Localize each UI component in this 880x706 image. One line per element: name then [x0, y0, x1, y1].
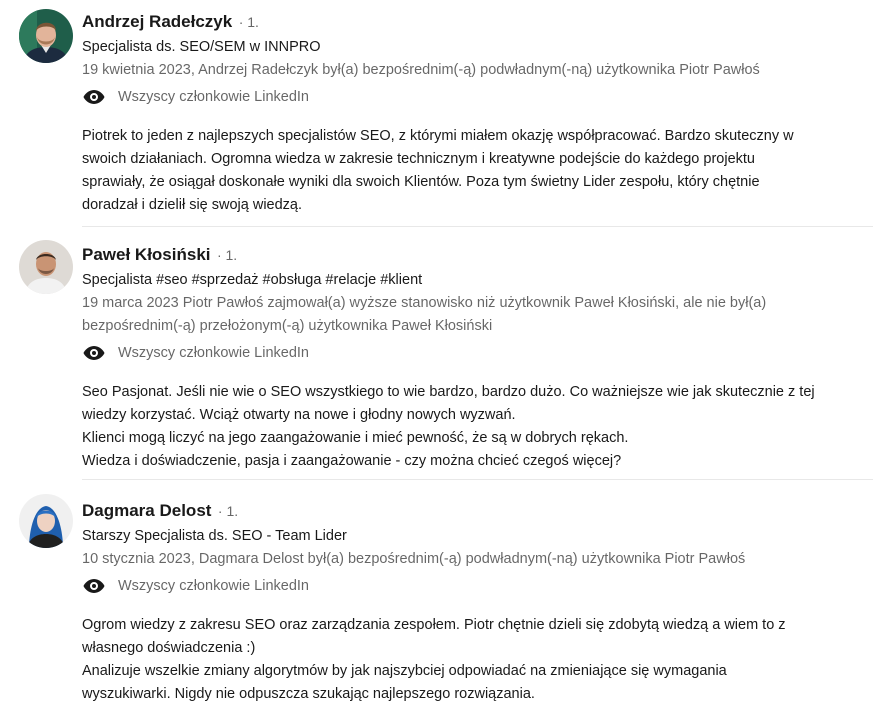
- text-line: Piotrek to jeden z najlepszych specjalistów SEO, z którymi miałem okazję współpracować. Bardzo skuteczny w: [82, 128, 794, 144]
- text-line: Analizuje wszelkie zmiany algorytmów by jak najszybciej odpowiadać na zmieniające się wymagania: [82, 663, 727, 679]
- recommender-headline: Specjalista ds. SEO/SEM w INNPRO: [82, 39, 321, 55]
- recommender-headline: Starszy Specjalista ds. SEO - Team Lider: [82, 528, 347, 544]
- connection-degree: · 1.: [216, 247, 238, 263]
- recommendation-body: [82, 10, 868, 217]
- recommender-headline: Specjalista #seo #sprzedaż #obsługa #relacje #klient: [82, 272, 423, 288]
- avatar[interactable]: [19, 240, 73, 294]
- recommendation-item: [0, 480, 880, 706]
- recommendation-body: [82, 243, 868, 473]
- text-line: Seo Pasjonat. Jeśli nie wie o SEO wszystkiego to wie bardzo, bardzo dużo. Co ważniejsze wie jak skutecznie z tej: [82, 384, 815, 400]
- text-line: Wiedza i doświadczenie, pasja i zaangażowanie - czy można chcieć czegoś więcej?: [82, 453, 622, 469]
- relationship-line: 19 marca 2023 Piotr Pawłoś zajmował(a) wyższe stanowisko niż użytkownik Paweł Kłosiński, ale nie był(a): [82, 295, 767, 311]
- visibility-label: Wszyscy członkowie LinkedIn: [118, 89, 309, 105]
- visibility-label: Wszyscy członkowie LinkedIn: [118, 578, 309, 594]
- relationship-line: 19 kwietnia 2023, Andrzej Radełczyk był(a) bezpośrednim(-ą) podwładnym(-ną) użytkownika Piotr Pawłoś: [82, 62, 760, 78]
- avatar[interactable]: [19, 494, 73, 548]
- avatar-photo-icon: [19, 494, 73, 548]
- recommendation-relationship: [82, 548, 868, 571]
- recommender-name[interactable]: Andrzej Radełczyk: [82, 12, 233, 31]
- relationship-line: 10 stycznia 2023, Dagmara Delost był(a) bezpośrednim(-ą) podwładnym(-ną) użytkownika Piotr Pawłoś: [82, 551, 746, 567]
- recommender-name-line: [82, 499, 868, 523]
- eye-icon: [82, 574, 106, 598]
- recommender-name-line: [82, 10, 868, 34]
- recommender-name[interactable]: Paweł Kłosiński: [82, 245, 211, 264]
- visibility-row: [82, 85, 868, 109]
- text-line: własnego doświadczenia :): [82, 640, 256, 656]
- recommendation-text: [82, 125, 868, 217]
- connection-degree: · 1.: [238, 14, 259, 30]
- recommendation-relationship: [82, 292, 868, 338]
- avatar-photo-icon: [19, 9, 73, 63]
- eye-icon: [82, 85, 106, 109]
- recommender-name[interactable]: Dagmara Delost: [82, 501, 212, 520]
- visibility-row: [82, 574, 868, 598]
- recommendation-item: [0, 227, 880, 480]
- recommendation-relationship: [82, 59, 868, 82]
- text-line: doradzał i dzielił się swoją wiedzą.: [82, 197, 303, 213]
- recommendation-text: [82, 614, 868, 706]
- text-line: Klienci mogą liczyć na jego zaangażowanie i mieć pewność, że są w dobrych rękach.: [82, 430, 629, 446]
- avatar-photo-icon: [19, 240, 73, 294]
- visibility-row: [82, 341, 868, 365]
- text-line: swoich działaniach. Ogromna wiedza w zakresie technicznym i kreatywne podejście do każdego projektu: [82, 151, 755, 167]
- avatar[interactable]: [19, 9, 73, 63]
- recommendation-body: [82, 499, 868, 706]
- recommender-name-line: [82, 243, 868, 267]
- text-line: wiedzy korzystać. Wciąż otwarty na nowe i głodny nowych wyzwań.: [82, 407, 516, 423]
- text-line: sprawiały, że osiągał doskonałe wyniki dla swoich Klientów. Poza tym świetny Lider zespołu, który chętnie: [82, 174, 760, 190]
- eye-icon: [82, 341, 106, 365]
- visibility-label: Wszyscy członkowie LinkedIn: [118, 345, 309, 361]
- text-line: wyszukiwarki. Nigdy nie odpuszcza szukając najlepszego rozwiązania.: [82, 686, 535, 702]
- recommendation-item: [0, 0, 880, 227]
- connection-degree: · 1.: [217, 503, 239, 519]
- relationship-line: bezpośrednim(-ą) przełożonym(-ą) użytkownika Paweł Kłosiński: [82, 318, 493, 334]
- text-line: Ogrom wiedzy z zakresu SEO oraz zarządzania zespołem. Piotr chętnie dzieli się zdobytą wiedzą a wiem to z: [82, 617, 786, 633]
- recommendation-text: [82, 381, 868, 473]
